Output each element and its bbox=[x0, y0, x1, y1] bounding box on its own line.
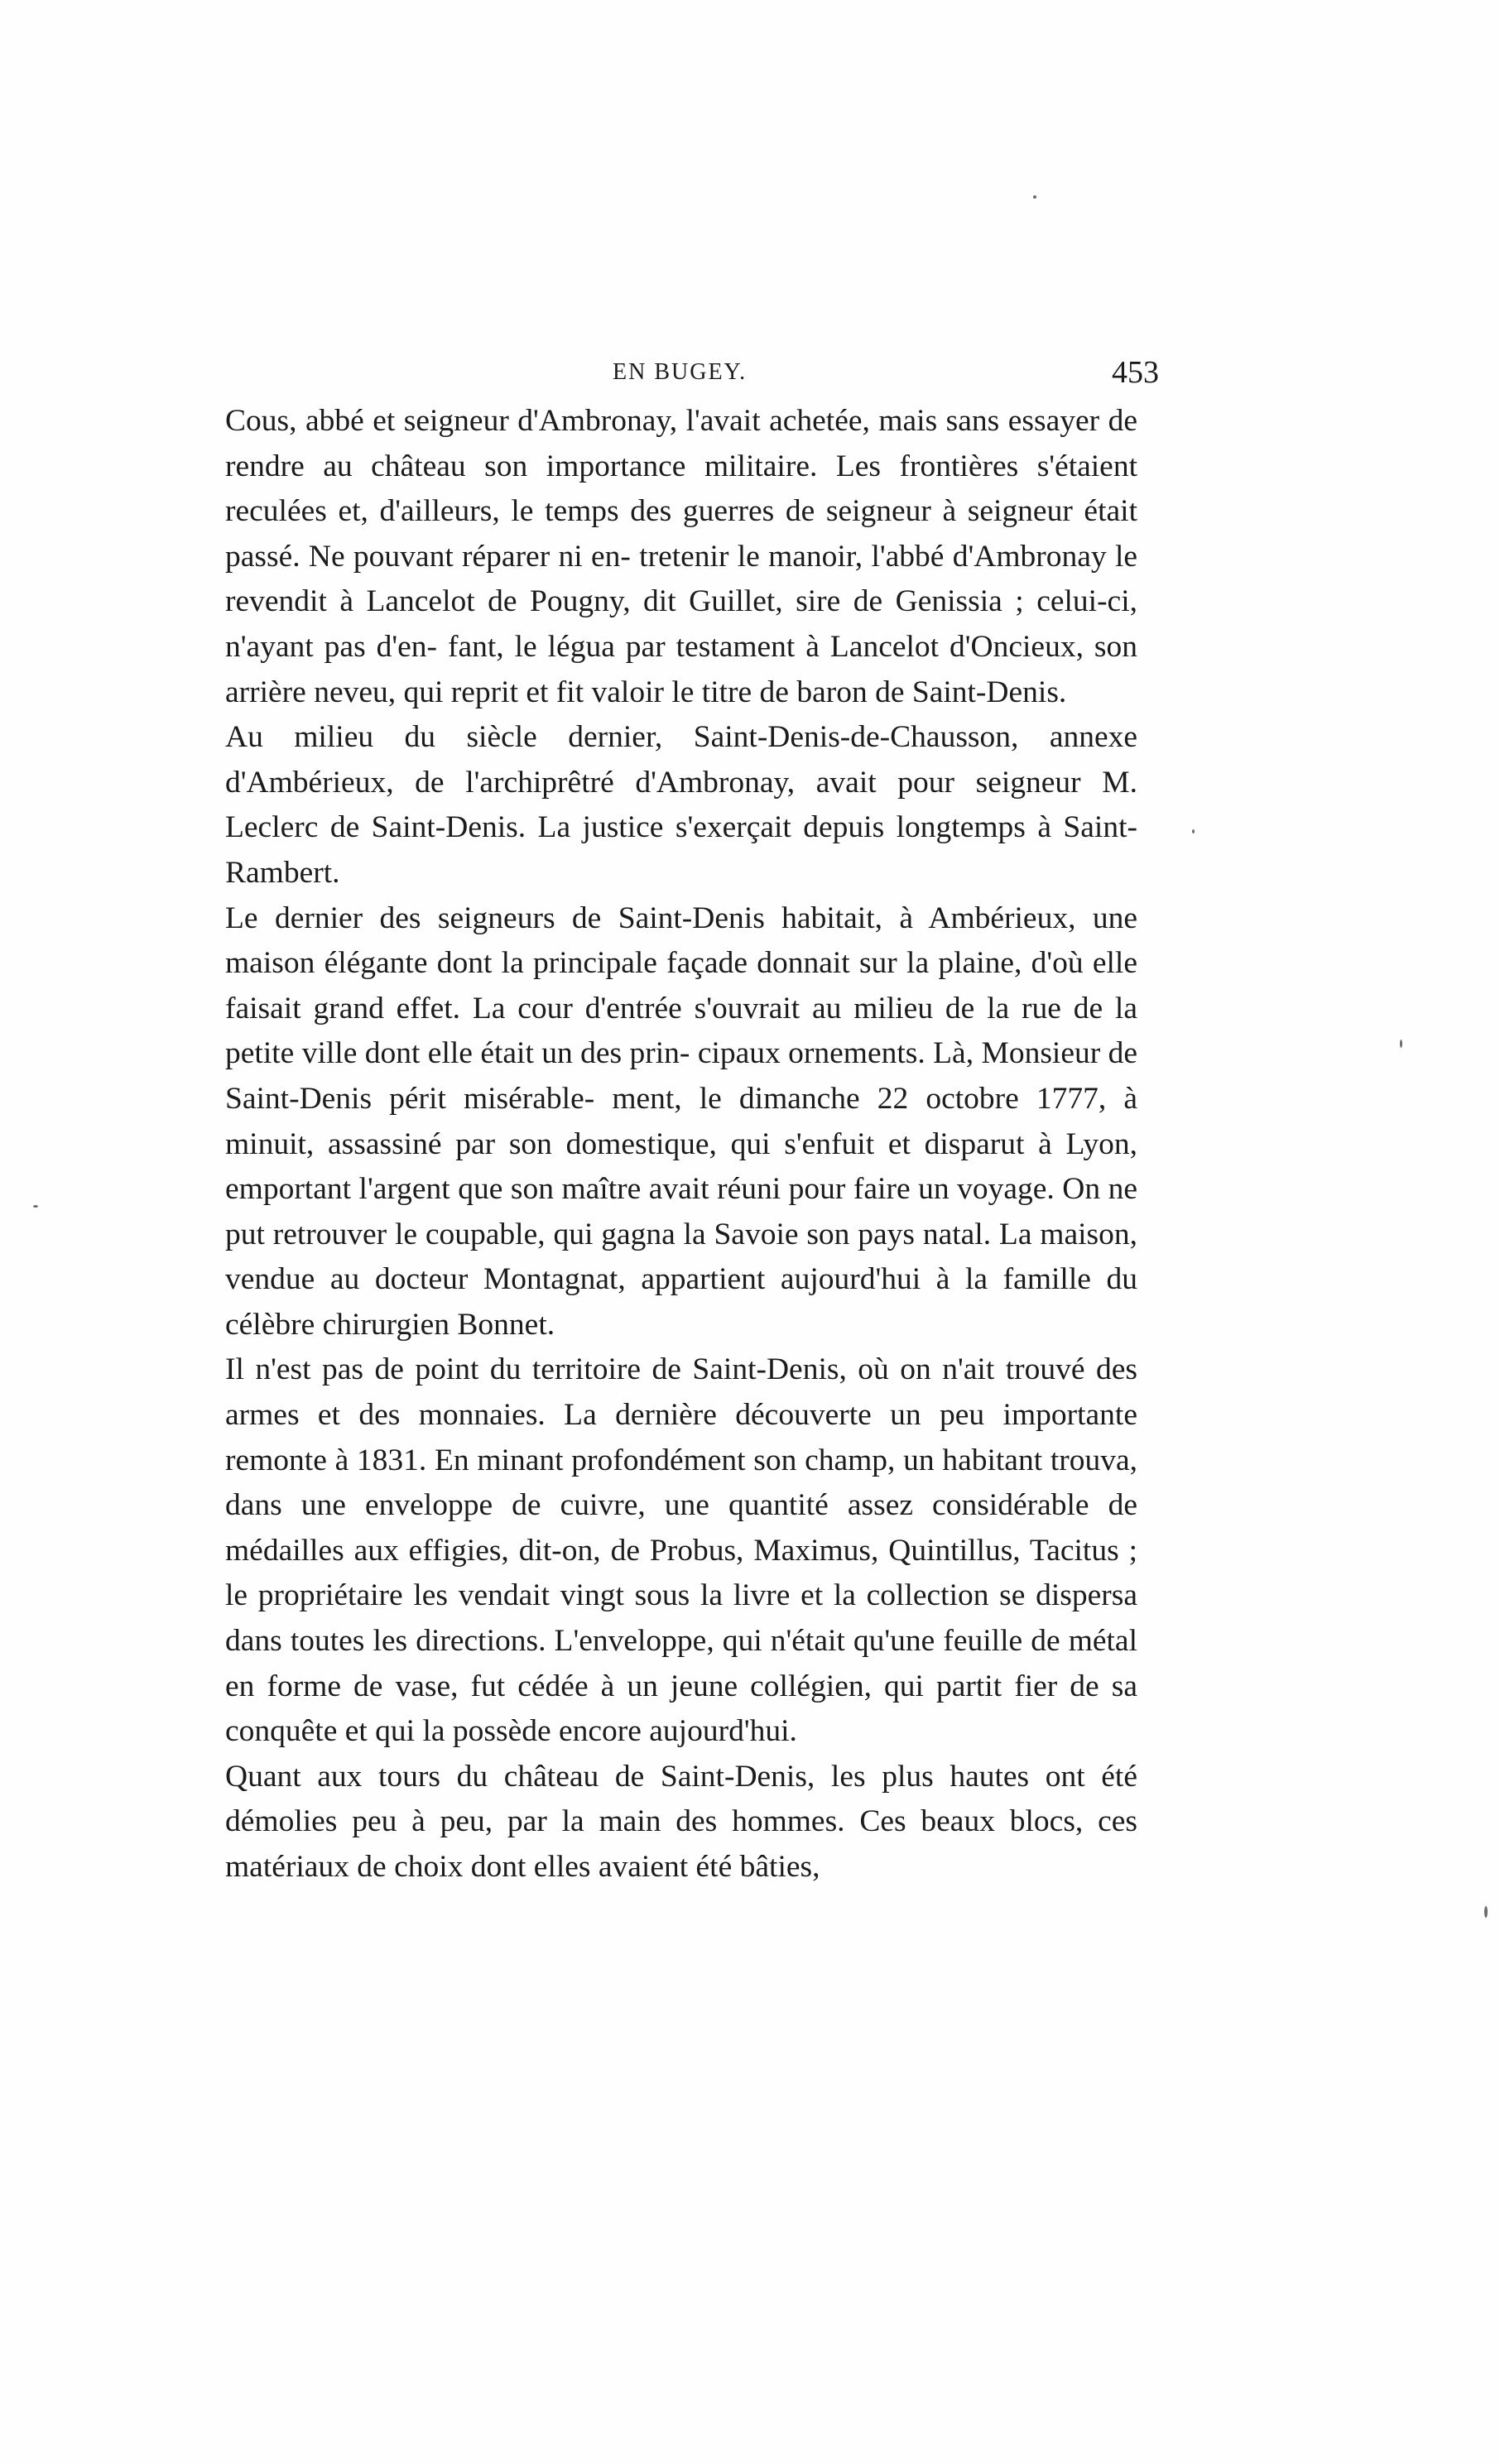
line: Le dernier des seigneurs de Saint-Denis habitait, à Ambérieux, bbox=[225, 901, 1093, 935]
line: à Saint-Rambert. bbox=[225, 810, 1137, 890]
line: champ, un habitant trouva, dans une enveloppe de cuivre, une bbox=[225, 1443, 1137, 1523]
paragraph-3 bbox=[225, 896, 1137, 1348]
line: essayer de rendre au château son importance militaire. Les bbox=[225, 404, 1137, 483]
body-text bbox=[225, 399, 1137, 1890]
line: Au milieu du siècle dernier, Saint-Denis-de-Chausson, annexe bbox=[225, 720, 1137, 755]
line: que son maître avait réuni pour faire un voyage. On ne put bbox=[225, 1172, 1137, 1251]
line: frontières s'étaient reculées et, d'ailleurs, le temps des guerres bbox=[225, 449, 1137, 529]
line: ont été démolies peu à peu, par la main des hommes. Ces beaux bbox=[225, 1759, 1137, 1839]
line: ment, le dimanche 22 octobre 1777, à minuit, assassiné par son bbox=[225, 1081, 1137, 1161]
line: de sa conquête et qui la possède encore aujourd'hui. bbox=[225, 1669, 1137, 1749]
line: neveu, qui reprit et fit valoir le titre de baron de Saint-Denis. bbox=[314, 675, 1067, 709]
line: Il n'est pas de point du territoire de Saint-Denis, où on n'ait bbox=[225, 1352, 1006, 1387]
line: cipaux ornements. Là, Monsieur de Saint-Denis périt misérable- bbox=[225, 1036, 1137, 1116]
line: directions. L'enveloppe, qui n'était qu'une feuille de métal en bbox=[225, 1624, 1137, 1703]
line: trouvé des armes et des monnaies. La dernière découverte un bbox=[225, 1352, 1137, 1433]
line: Pougny, dit Guillet, sire de Genissia ; celui-ci, n'ayant pas d'en- bbox=[225, 584, 1137, 664]
line: au milieu de la rue de la petite ville dont elle était un des prin- bbox=[225, 991, 1137, 1071]
line: M. Leclerc de Saint-Denis. La justice s'exerçait depuis longtemps bbox=[225, 765, 1137, 845]
paragraph-4 bbox=[225, 1347, 1137, 1754]
line: fant, le légua par testament à Lancelot d'Oncieux, son arrière bbox=[225, 629, 1138, 709]
scan-speck bbox=[1033, 195, 1036, 199]
line: retrouver le coupable, qui gagna la Savoie son pays natal. La bbox=[272, 1217, 1041, 1251]
line: peu importante remonte à 1831. En minant profondément son bbox=[225, 1398, 1137, 1477]
running-title: EN BUGEY. bbox=[613, 359, 748, 385]
paragraph-5 bbox=[225, 1755, 1137, 1890]
paragraph-2 bbox=[225, 715, 1137, 896]
line: blocs, ces matériaux de choix dont elles avaient été bâties, bbox=[225, 1804, 1137, 1884]
line: maison, vendue au docteur Montagnat, appartient aujourd'hui à bbox=[225, 1217, 1137, 1297]
scan-speck bbox=[33, 1205, 38, 1208]
line: de seigneur à seigneur était passé. Ne pouvant réparer ni en- bbox=[225, 494, 1137, 574]
line: forme de vase, fut cédée à un jeune collégien, qui partit fier bbox=[267, 1669, 1070, 1703]
line: Probus, Maximus, Quintillus, Tacitus ; le propriétaire les vendait bbox=[225, 1533, 1137, 1613]
line: plaine, d'où elle faisait grand effet. La cour d'entrée s'ouvrait bbox=[225, 946, 1137, 1025]
paragraph-1 bbox=[225, 399, 1137, 715]
line: la famille du célèbre chirurgien Bonnet. bbox=[225, 1262, 1137, 1342]
line: vingt sous la livre et la collection se dispersa dans toutes les bbox=[225, 1578, 1137, 1659]
running-head bbox=[224, 348, 1159, 397]
line: une maison élégante dont la principale façade donnait sur la bbox=[225, 901, 1137, 981]
line: domestique, qui s'enfuit et disparut à Lyon, emportant l'argent bbox=[225, 1126, 1137, 1207]
line: Quant aux tours du château de Saint-Denis, les plus hautes bbox=[225, 1759, 1046, 1794]
scan-speck bbox=[1400, 1040, 1402, 1048]
line: quantité assez considérable de médailles aux effigies, dit-on, de bbox=[225, 1488, 1138, 1568]
scan-speck bbox=[1484, 1906, 1488, 1918]
line: tretenir le manoir, l'abbé d'Ambronay le revendit à Lancelot de bbox=[225, 539, 1138, 619]
line: d'Ambérieux, de l'archiprêtré d'Ambronay, avait pour seigneur bbox=[225, 765, 1103, 800]
page-number: 453 bbox=[1112, 355, 1159, 390]
line: Cous, abbé et seigneur d'Ambronay, l'avait achetée, mais sans bbox=[225, 404, 1008, 438]
scan-speck bbox=[1192, 829, 1195, 833]
